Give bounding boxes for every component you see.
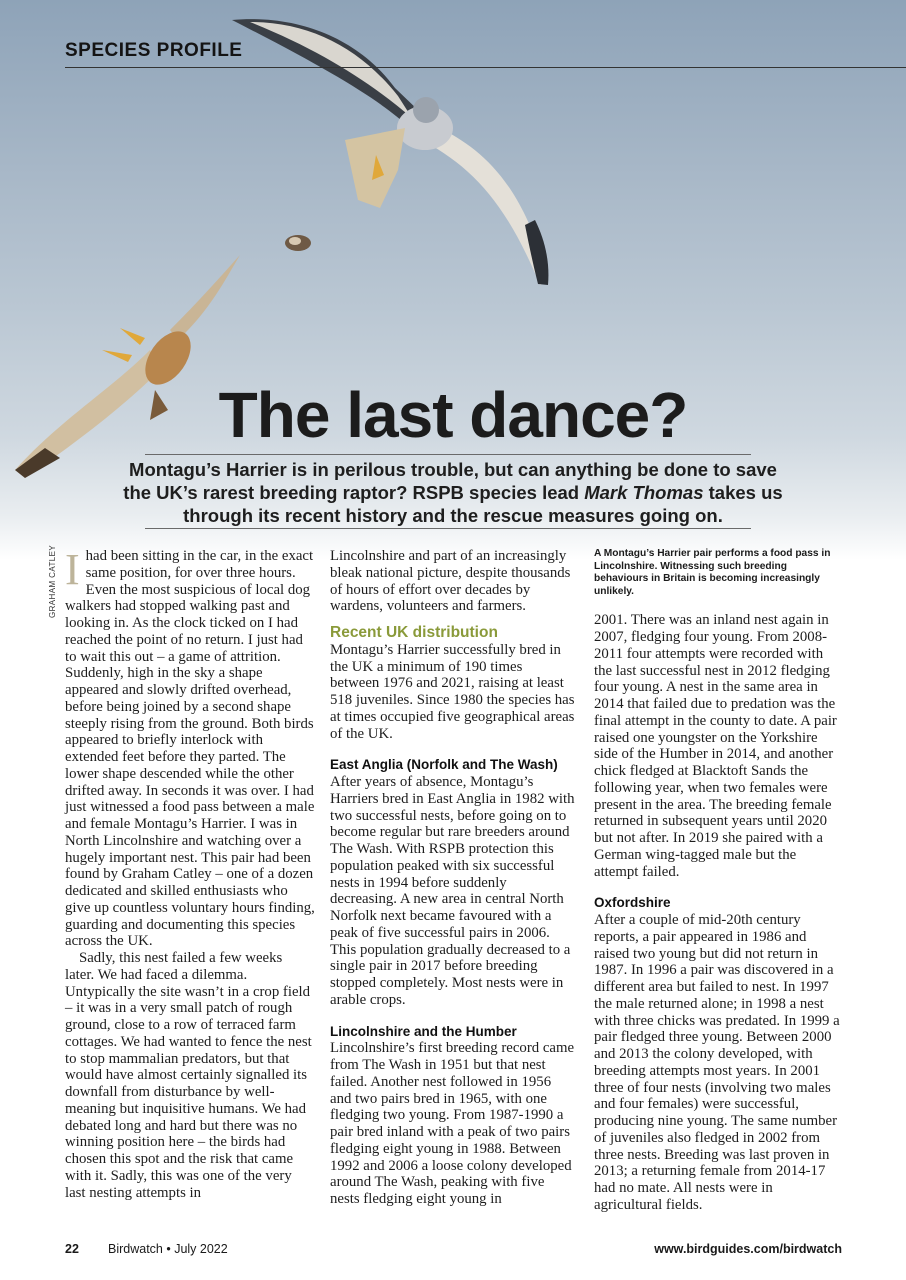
website-link[interactable]: www.birdguides.com/birdwatch — [654, 1242, 842, 1256]
paragraph: After years of absence, Montagu’s Harriers bred in East Anglia in 1982 with two successful nests, before going on to become regular but rare breeders around The Wash. With RSPB protection this population peaked with six successful nests in 1994 before suddenly decreasing. A new area in central North Norfolk next became favoured with a peak of five successful pairs in 2006. This population gradually decreased to a single pair in 2017 before breeding stopped completely. Most nests were in arable crops. — [330, 774, 575, 1008]
photo-credit: GRAHAM CATLEY — [48, 544, 57, 618]
heading-east-anglia: East Anglia (Norfolk and The Wash) — [330, 757, 558, 773]
section-label: SPECIES PROFILE — [65, 40, 243, 61]
paragraph-text: had been sitting in the car, in the exact same position, for over three hours. Even the most suspicious of local dog walkers had stopped walking past and looking in. As the clock ticked on I had reached the point of no return. I just had to wait this out – a game of attrition. Suddenly, high in the sky a shape appeared and slowly drifted overhead, before being joined by a second shape steeply rising from the ground. Both birds appeared to briefly interlock with extended feet before they parted. The lower shape descended while the other drifted away. In seconds it was over. I had just witnessed a food pass between a male and female Montagu’s Harrier. I was in North Lincolnshire and watching over a hugely important nest. This pair had been found by Graham Catley – one of a dozen dedicated and skilled enthusiasts who give up countless voluntary hours finding, guarding and documenting this species across the UK. — [65, 548, 315, 950]
paragraph: Lincolnshire’s first breeding record came from The Wash in 1951 but that nest failed. Another nest followed in 1956 and two pairs bred in 1965, with one fledging two young. From 1987-1990 a pair bred inland with a peak of two pairs fledging eight young in 1988. Between 1992 and 2006 a loose colony developed around The Wash, peaking with five nests fledging eight young in — [330, 1040, 575, 1207]
standfirst-text: Montagu’s Harrier is in perilous trouble, but can anything be done to save the UK’s rarest breeding raptor? RSPB species lead — [123, 459, 777, 503]
paragraph — [65, 545, 315, 950]
paragraph: Sadly, this nest failed a few weeks later. We had faced a dilemma. Untypically the site wasn’t in a crop field – it was in a very small patch of rough ground, close to a row of terraced farm cottages. We had wanted to fence the nest to stop mammalian predators, but that would have almost certainly signalled its downfall from disturbance by well-meaning but inquisitive humans. We had debated long and hard but there was no winning position here – the birds had chosen this spot and the risk that came with it. Sadly, this was one of the very last nesting attempts in — [65, 950, 312, 1201]
dek-rule-top — [145, 454, 751, 455]
article-column-3 — [594, 548, 842, 1214]
magazine-issue: Birdwatch • July 2022 — [108, 1242, 228, 1256]
male-harrier-illustration — [232, 19, 548, 285]
author-name: Mark Thomas — [584, 482, 704, 503]
drop-cap: I — [65, 545, 80, 594]
paragraph: After a couple of mid-20th century reports, a pair appeared in 1986 and raised two young but did not return in 1987. In 1996 a pair was discovered in a different area but failed to nest. In 1997 the male returned alone; in 1998 a nest with three chicks was predated. In 1999 a pair fledged three young. Between 2000 and 2013 the colony developed, with breeding attempts most years. In 2001 three of four nests (involving two males and four females) were successful, producing nine young. The same number of juveniles also fledged in 2002 from three nests. Breeding was last proven in 2013; a returning female from 2014-17 had no mate. All nests were in agricultural fields. — [594, 912, 840, 1213]
paragraph: Lincolnshire and part of an increasingly bleak national picture, despite thousands of hours of effort over decades by wardens, volunteers and farmers. — [330, 548, 571, 615]
article-column-1 — [65, 545, 315, 1201]
heading-lincolnshire: Lincolnshire and the Humber — [330, 1023, 517, 1039]
dek-rule-bottom — [145, 528, 751, 529]
article-column-2 — [330, 548, 575, 1208]
photo-caption: A Montagu’s Harrier pair performs a food pass in Lincolnshire. Witnessing such breeding behaviours in Britain is becoming increasingly unlikely. — [594, 548, 831, 597]
heading-oxfordshire: Oxfordshire — [594, 895, 671, 911]
headline: The last dance? — [218, 379, 688, 451]
section-rule — [65, 67, 906, 68]
paragraph: Montagu’s Harrier successfully bred in the UK a minimum of 190 times between 1976 and 2021, raising at least 518 juveniles. Since 1980 the species has at times occupied five geographical areas of the UK. — [330, 641, 575, 742]
page-number: 22 — [65, 1242, 79, 1256]
prey-item-illustration — [285, 235, 311, 251]
heading-recent-distribution: Recent UK distribution — [330, 624, 498, 641]
standfirst — [118, 458, 788, 527]
paragraph: 2001. There was an inland nest again in 2007, fledging four young. From 2008-2011 four attempts were recorded with the last successful nest in 2012 fledging four young. A nest in the same area in 2014 that failed due to predation was the final attempt in the county to date. A pair raised one youngster on the Yorkshire side of the Humber in 2014, and another chick fledged at Blacktoft Sands the following year, when two females were present in the area. The breeding female returned in subsequent years until 2020 but not after. In 2019 she paired with a German wing-tagged male but the attempt failed. — [594, 612, 837, 880]
standfirst-text-after: takes us through its recent history and the rescue measures going on. — [183, 482, 783, 526]
